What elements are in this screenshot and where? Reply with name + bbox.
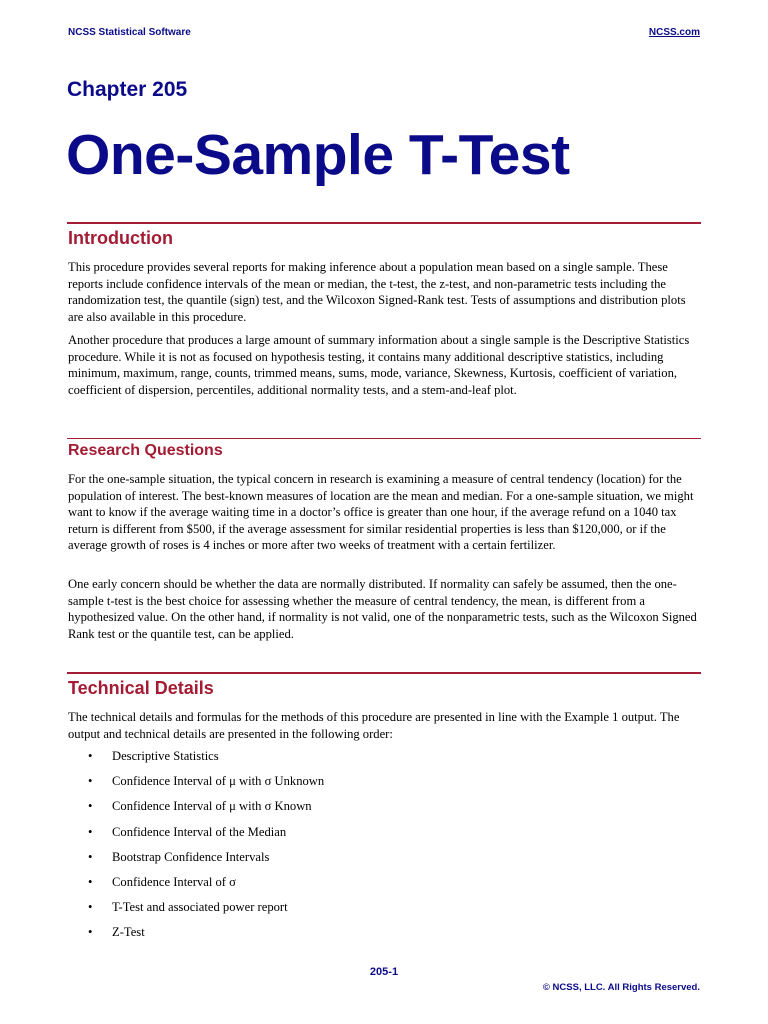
heading-technical-details: Technical Details — [68, 678, 214, 698]
bullet-icon: • — [88, 900, 93, 915]
research-paragraph-2: One early concern should be whether the data are normally distributed. If normality can safely be assumed, then the one-sample t-test is the best choice for assessing whether the measure of central tendency, the mean, is different from a hypothesized value. On the other hand, if normality is not valid, one of the nonparametric tests, such as the Wilcoxon Signed Rank test or the quantile test, can be applied. — [68, 577, 697, 641]
list-item: • Confidence Interval of μ with σ Unknown — [88, 774, 325, 789]
bullet-icon: • — [88, 799, 93, 814]
section-divider — [67, 222, 701, 224]
list-item: • Descriptive Statistics — [88, 749, 219, 763]
heading-research-questions: Research Questions — [68, 442, 223, 459]
list-item: • Confidence Interval of the Median — [88, 824, 287, 839]
intro-paragraph-1: This procedure provides several reports for making inference about a population mean based on a single sample. These reports include confidence intervals of the mean or median, the t-test, the z-test, and non-parametric tests including the randomization test, the quantile (sign) test, and the Wilcoxon Signed-Rank test. Tests of assumptions and distribution plots are also available in this procedure. — [68, 260, 686, 324]
ncss-link[interactable]: NCSS.com — [648, 27, 700, 38]
list-item: • Bootstrap Confidence Intervals — [88, 849, 270, 864]
chapter-number: Chapter 205 — [67, 78, 188, 101]
list-item: • T-Test and associated power report — [88, 900, 288, 915]
list-item: • Confidence Interval of σ — [88, 874, 236, 889]
page-title: One-Sample T-Test — [66, 123, 570, 187]
intro-paragraph-2: Another procedure that produces a large amount of summary information about a single sample is the Descriptive Statistics procedure. While it is not as focused on hypothesis testing, it contains many additional descriptive statistics, including minimum, maximum, range, counts, trimmed means, sums, mode, variance, Skewness, Kurtosis, coefficient of variation, coefficient of dispersion, percentiles, additional normality tests, and a stem-and-leaf plot. — [68, 333, 690, 397]
bullet-icon: • — [88, 925, 93, 940]
technical-paragraph-1: The technical details and formulas for the methods of this procedure are presented in line with the Example 1 output. The output and technical details are presented in the following order: — [68, 710, 680, 741]
list-item: • Confidence Interval of μ with σ Known — [88, 799, 312, 814]
section-divider — [67, 438, 701, 439]
technical-bullet-list — [88, 748, 324, 950]
heading-introduction: Introduction — [68, 228, 173, 248]
page-number: 205-1 — [369, 966, 399, 978]
section-divider — [67, 672, 701, 674]
bullet-icon: • — [88, 774, 93, 789]
list-item: • Z-Test — [88, 925, 145, 940]
bullet-icon: • — [88, 874, 93, 889]
software-name: NCSS Statistical Software — [68, 27, 191, 38]
copyright-notice: © NCSS, LLC. All Rights Reserved. — [542, 982, 700, 993]
bullet-icon: • — [88, 849, 93, 864]
research-paragraph-1: For the one-sample situation, the typical concern in research is examining a measure of central tendency (location) for the population of interest. The best-known measures of location are the mean and median. For a one-sample situation, we might want to know if the average waiting time in a doctor’s office is greater than one hour, if the average refund on a 1040 tax return is different from $500, if the average assessment for similar residential properties is less than $120,000, or if the average growth of roses is 4 inches or more after two weeks of treatment with a certain fertilizer. — [68, 472, 694, 553]
bullet-icon: • — [88, 824, 93, 839]
bullet-icon: • — [88, 749, 93, 763]
